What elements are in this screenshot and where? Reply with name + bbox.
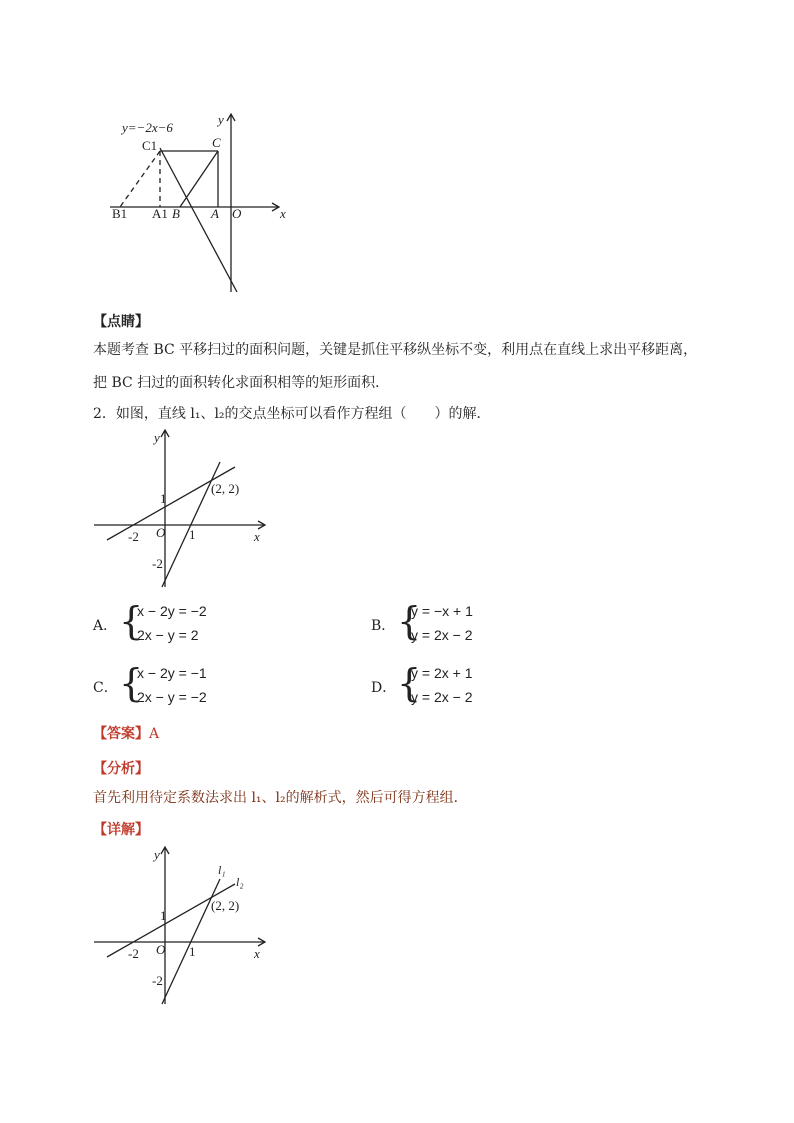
line-l2 — [107, 884, 235, 957]
label-1-y: 1 — [160, 491, 167, 506]
label-x: x — [254, 946, 260, 961]
label-y: y — [218, 112, 224, 127]
dianjing-line-1: 本题考查 BC 平移扫过的面积问题，关键是抓住平移纵坐标不变，利用点在直线上求出平移距离， — [93, 342, 698, 358]
label-intersection-point: (2, 2) — [211, 481, 240, 496]
label-o: O — [156, 525, 166, 540]
label-l1: l₁ — [218, 863, 226, 877]
option-c-letter: C． — [93, 680, 118, 696]
option-d-brace: { — [397, 661, 422, 705]
option-a-letter: A． — [93, 618, 118, 634]
option-b-brace: { — [397, 599, 422, 643]
segment-c1-b1-dashed — [120, 151, 160, 207]
label-1-x: 1 — [189, 527, 196, 542]
option-c-eq1: x − 2y = −1 — [137, 665, 207, 681]
figure-3-coordinate-graph — [90, 842, 280, 1007]
option-c[interactable] — [93, 662, 293, 712]
option-c-brace: { — [119, 661, 144, 705]
dianjing-line-2: 把 BC 扫过的面积转化求面积相等的矩形面积． — [93, 375, 390, 391]
label-o: O — [156, 942, 166, 957]
option-a-eq1: x − 2y = −2 — [137, 603, 207, 619]
option-b[interactable] — [371, 600, 571, 650]
option-d-eq2: y = 2x − 2 — [411, 689, 473, 705]
line-equation-label: y=−2x−6 — [122, 120, 173, 135]
label-x: x — [280, 206, 286, 221]
line-l2 — [107, 467, 235, 540]
option-b-eq1: y = −x + 1 — [411, 603, 473, 619]
label-1-x: 1 — [189, 944, 196, 959]
analysis-text: 首先利用待定系数法求出 l₁、l₂的解析式，然后可得方程组． — [93, 790, 468, 806]
figure-1-translation-diagram — [100, 110, 300, 300]
option-b-letter: B． — [371, 618, 396, 634]
label-c: C — [212, 135, 221, 150]
option-d-letter: D． — [371, 680, 397, 696]
answer-value: A — [149, 726, 160, 742]
label-y: y — [154, 430, 160, 445]
label-intersection-point: (2, 2) — [211, 898, 240, 913]
label-c1: C1 — [142, 138, 158, 153]
label-b1: B1 — [112, 206, 128, 221]
option-d-eq1: y = 2x + 1 — [411, 665, 473, 681]
label-neg2-x: -2 — [128, 946, 139, 961]
option-a-eq2: 2x − y = 2 — [137, 627, 199, 643]
figure-2-coordinate-graph — [90, 425, 280, 590]
analysis-tag: 【分析】 — [93, 761, 149, 777]
option-a-brace: { — [119, 599, 144, 643]
label-a1: A1 — [152, 206, 168, 221]
label-1-y: 1 — [160, 908, 167, 923]
dianjing-tag: 【点睛】 — [93, 314, 149, 330]
segment-c-b — [180, 151, 218, 207]
detail-tag: 【详解】 — [93, 822, 149, 838]
answer-line — [93, 725, 159, 743]
label-o: O — [232, 206, 242, 221]
option-a[interactable] — [93, 600, 293, 650]
label-x: x — [254, 529, 260, 544]
label-neg2-y: -2 — [152, 973, 163, 988]
label-y: y — [154, 847, 160, 862]
option-d[interactable] — [371, 662, 571, 712]
option-b-eq2: y = 2x − 2 — [411, 627, 473, 643]
label-l2: l₂ — [236, 875, 244, 889]
question-2-text: 2．如图，直线 l₁、l₂的交点坐标可以看作方程组（ ）的解． — [93, 406, 491, 422]
label-b: B — [172, 206, 180, 221]
label-neg2-x: -2 — [128, 529, 139, 544]
label-a: A — [211, 206, 219, 221]
label-neg2-y: -2 — [152, 556, 163, 571]
option-c-eq2: 2x − y = −2 — [137, 689, 207, 705]
answer-tag: 【答案】 — [93, 726, 149, 742]
